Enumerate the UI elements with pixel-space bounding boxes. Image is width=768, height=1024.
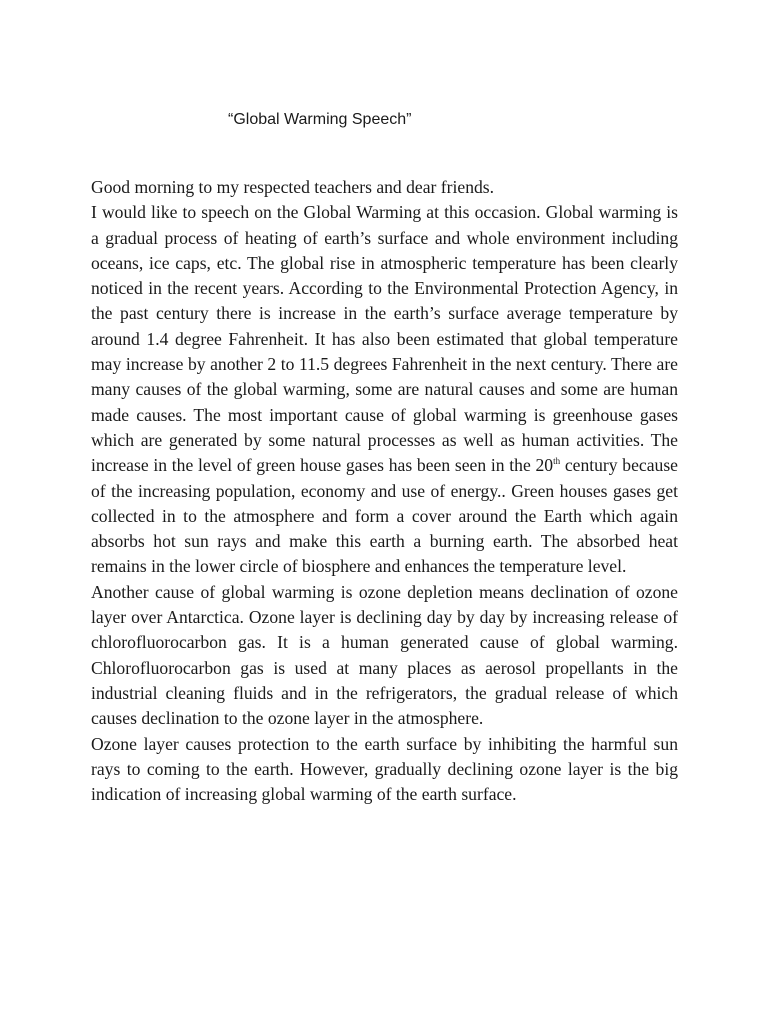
paragraph-causes-part-1: I would like to speech on the Global Warming at this occasion. Global warming is a gradual process of heating of earth’s surface and whole environment including oceans, ice caps, etc. The global rise in atmospheric temperature has been clearly noticed in the recent years. According to the Environmental Protection Agency, in the past century there is increase in the earth’s surface average temperature by around 1.4 degree Fahrenheit. It has also been estimated that global temperature may increase by another 2 to 11.5 degrees Fahrenheit in the next century. There are many causes of the global warming, some are natural causes and some are human made causes. The most important cause of global warming is greenhouse gases which are generated by some natural processes as well as human activities. The increase in the level of green house gases has been seen in the 20: [91, 202, 678, 476]
paragraph-causes-part-2: century because of the increasing population, economy and use of energy.. Green houses gases get collected in to the atmosphere and form a cover around the Earth which again absorbs hot sun rays and make this earth a burning earth. The absorbed heat remains in the lower circle of biosphere and enhances the temperature level.: [91, 455, 678, 577]
paragraph-causes: [91, 200, 678, 579]
paragraph-ozone-depletion: Another cause of global warming is ozone depletion means declination of ozone layer over Antarctica. Ozone layer is declining day by day by increasing release of chlorofluorocarbon gas. It is a human generated cause of global warming. Chlorofluorocarbon gas is used at many places as aerosol propellants in the industrial cleaning fluids and in the refrigerators, the gradual release of which causes declination to the ozone layer in the atmosphere.: [91, 581, 678, 729]
document-title: “Global Warming Speech”: [228, 111, 412, 128]
greeting-paragraph: Good morning to my respected teachers and dear friends.: [91, 177, 495, 197]
document-body: [91, 175, 678, 807]
ordinal-superscript: th: [553, 456, 561, 467]
paragraph-ozone-protection: Ozone layer causes protection to the earth surface by inhibiting the harmful sun rays to coming to the earth. However, gradually declining ozone layer is the big indication of increasing global warming of the earth surface.: [91, 733, 678, 805]
